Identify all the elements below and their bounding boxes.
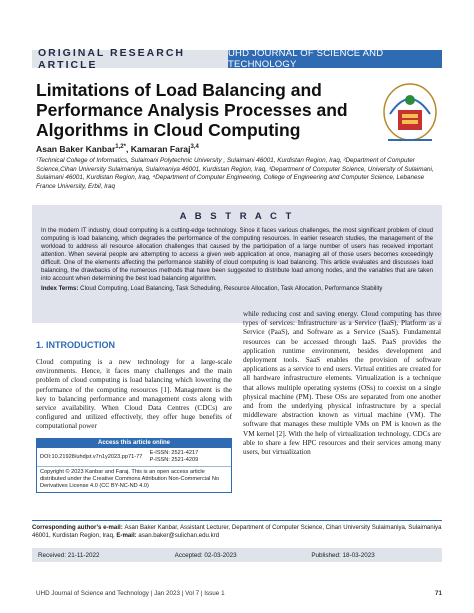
article-type-label: ORIGINAL RESEARCH ARTICLE (32, 50, 228, 68)
article-banner (32, 47, 442, 71)
author-name: Kamaran Faraj (130, 144, 191, 154)
intro-left-column: Cloud computing is a new technology for a large-scale environments. Hence, it faces many challenges and the main problem of cloud computing is load balancing which lowering the performance of the computing resources [1]. Management is the key to balancing performance and management costs along with service availability. When Cloud Data Centres (CDCs) are configured and utilized effectively, they offer huge benefits of computational power (36, 358, 232, 431)
index-terms (41, 285, 433, 293)
page-number: 71 (434, 590, 442, 597)
author-affil-marker: 1,2* (115, 144, 126, 151)
correspondence (32, 520, 442, 540)
index-terms-label: Index Terms: (41, 285, 81, 292)
abstract-panel (32, 205, 442, 323)
pissn-label: P-ISSN: 2521-4209 (149, 457, 199, 463)
published-date: Published: 18-03-2023 (311, 551, 375, 559)
identifier-row (37, 448, 231, 467)
issn-group (150, 450, 228, 464)
abstract-text: In the modern IT industry, cloud computing is a cutting-edge technology. Since it faces various challenges, the most significant problem of cloud computing is load balancing, which degrades the performance of the computing resources. In earlier research studies, the management of the workload to address all resource allocation challenges that caused by the participation of a large number of users has received important attention. When several people are attempting to access a given web application at once, managing all of those users becomes exceedingly difficult. One of the elements affecting the performance stability of cloud computing is load balancing. This article evaluates and discusses load balancing, the drawbacks of the numerous methods that have been suggested to distribute load among nodes, and the variables that are taken into account when determining the best load balancing algorithm. (41, 227, 433, 282)
section-heading: 1. INTRODUCTION (36, 340, 116, 350)
author-separator: , (125, 144, 131, 154)
doi-link[interactable]: DOI:10.21928/uhdjst.v7n1y2023.pp71-77 (40, 453, 143, 460)
dates-bar (32, 548, 442, 562)
page-footer (36, 590, 442, 597)
author-name: Asan Baker Kanbar (36, 144, 116, 154)
abstract-heading: A B S T R A C T (179, 211, 295, 222)
correspondence-text: Asan Baker Kanbar, Assistant Lecturer, Department of Computer Science, Cihan University Sulaimaniya, Sulaimaniya 46001, Kurdistan Region, Iraq, (32, 524, 442, 539)
copyright-notice: Copyright © 2023 Kanbar and Faraj. This is an open access article distributed under the Creative Commons Attribution Non-Commercial No Derivatives License 4.0 (CC BY-NC-ND 4.0) (40, 469, 220, 489)
email-label: E-mail: (116, 532, 139, 539)
accepted-date: Accepted: 02-03-2023 (174, 551, 237, 559)
university-seal-icon (380, 80, 440, 150)
author-affil-marker: 3,4 (190, 144, 199, 151)
access-heading: Access this article online (37, 439, 231, 448)
eissn-label: E-ISSN: 2521-4217 (149, 450, 199, 456)
article-title: Limitations of Load Balancing and Performance Analysis Processes and Algorithms in Cloud Computing (36, 80, 348, 140)
correspondence-label: Corresponding author’s e-mail: (32, 524, 125, 531)
email-link[interactable]: asan.baker@sulichan.edu.krd (138, 532, 220, 539)
author-list (36, 144, 199, 154)
index-terms-list: Cloud Computing, Load Balancing, Task Scheduling, Resource Allocation, Task Allocation, Performance Stability (80, 285, 383, 292)
intro-right-column: while reducing cost and saving energy. Cloud computing has three types of services: Infrastructure as a Service (IaaS), Platform as a Service (PaaS), and Software as a Service (SaaS). Fundamental resources can be accessed through IaaS. PaaS provides the application runtime environment, besides development and deployment tools. SaaS enables the provision of software applications as a service to end users. Virtual entities are created for all hardware infrastructure elements. Virtualization is a technique that allows multiple operating systems (OSs) to coexist on a single physical machine (PM). These OSs are separated from one another and from the underlying physical infrastructure by a special middleware abstraction known as virtual machine (VM). The software that manages these multiple VMs on PM is known as the VM kernel [2]. With the help of virtualization technology, CDCs are able to share a few HPC resources and their services among many users, but virtualization (243, 310, 441, 457)
affiliations: ¹Technical College of Informatics, Sulaimani Polytechnic University , Sulaimani 46001, Kurdistan Region, Iraq, ²Department of Computer Science,Cihan University Sulaimaniya, Sulaimaniya 46001, Kurdistan Region, Iraq, ³Department of Computer Science, University of Sulaimani, Sulaimani 46001, Kurdistan Region, Iraq, ⁴Department of Computer Engineering, College of Engineering and Computer Science, Lebanese France University, Erbil, Iraq (36, 157, 434, 190)
footer-journal: UHD Journal of Science and Technology | Jan 2023 | Vol 7 | Issue 1 (36, 590, 225, 597)
journal-name-label: UHD JOURNAL OF SCIENCE AND TECHNOLOGY (228, 50, 442, 68)
access-info-box (36, 438, 232, 493)
received-date: Received: 21-11-2022 (38, 551, 100, 559)
